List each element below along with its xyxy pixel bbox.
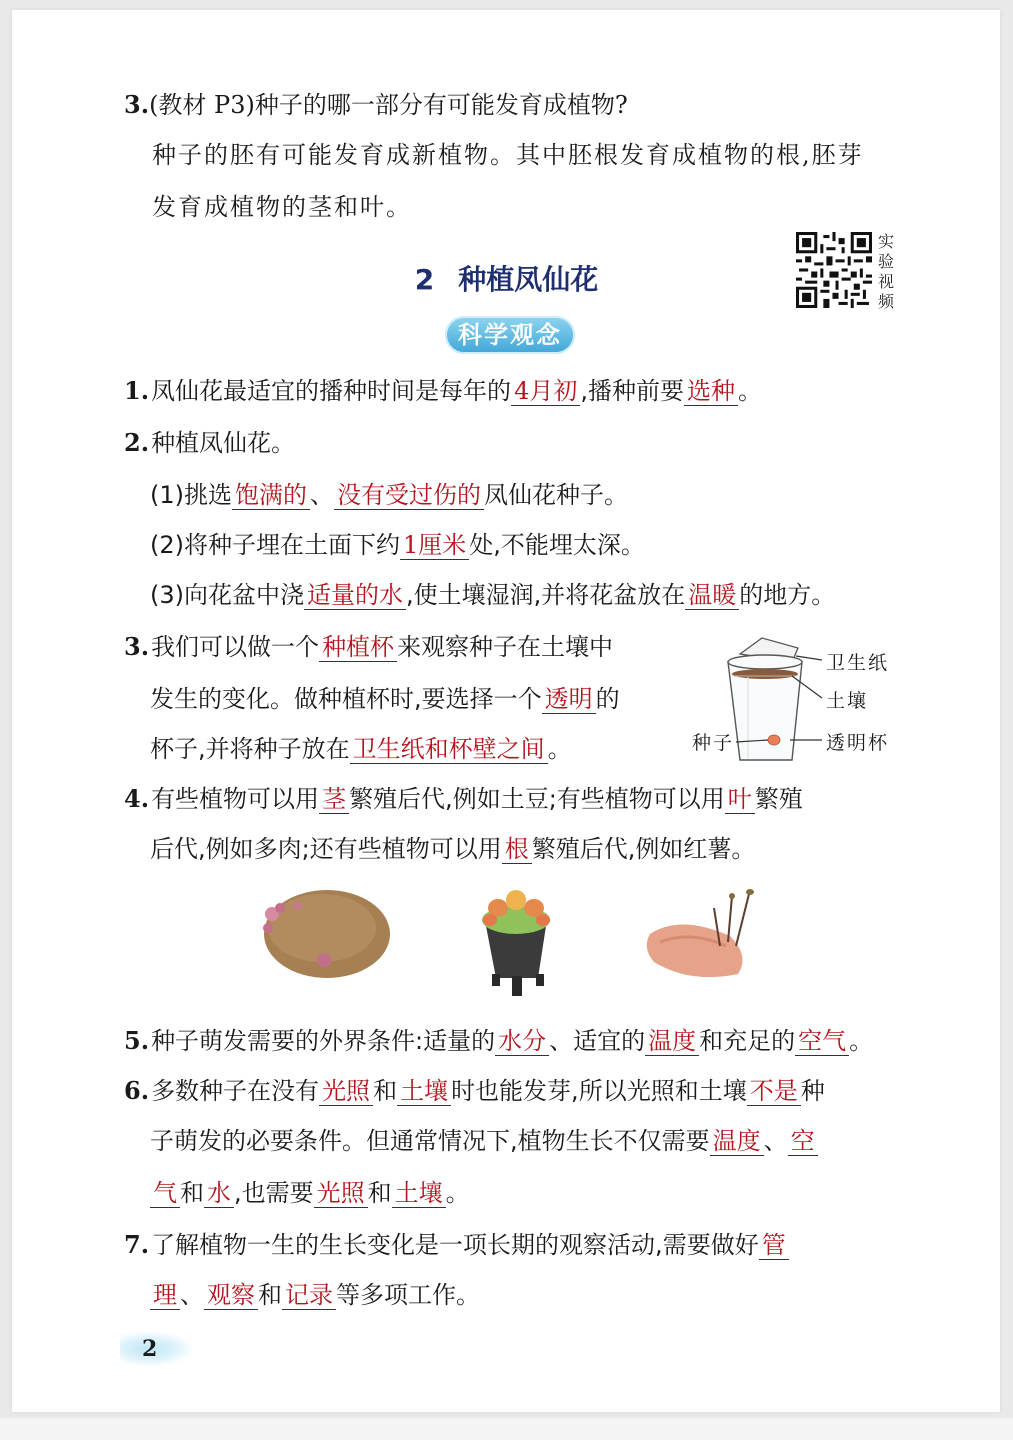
- succulent-image: [482, 890, 550, 996]
- item-text: 的: [595, 685, 620, 713]
- item-text: 杯子,并将种子放在: [150, 735, 350, 763]
- section-title: 种植凤仙花: [458, 263, 599, 296]
- answer-blank: 光照: [319, 1077, 373, 1106]
- item-6-line3: [150, 1176, 470, 1210]
- section-badge: 科学观念: [445, 316, 575, 354]
- item-text: 和: [258, 1281, 282, 1309]
- answer-blank: 温暖: [685, 581, 739, 610]
- item-3-line3: [150, 732, 572, 766]
- q3-text: (教材 P3)种子的哪一部分有可能发育成植物?: [149, 91, 628, 119]
- item-1: [124, 374, 762, 408]
- item-text: 、: [180, 1281, 204, 1309]
- item-text: 。: [547, 735, 572, 763]
- plant-photos: [250, 886, 770, 1002]
- item-2-1: [150, 478, 628, 512]
- item-text: 。: [849, 1027, 874, 1055]
- q3-answer-line2: 发育成植物的茎和叶。: [152, 193, 412, 221]
- answer-blank: 1厘米: [400, 531, 469, 560]
- answer-blank: 叶: [725, 785, 755, 814]
- item-text: 和: [373, 1077, 398, 1105]
- item-text: 有些植物可以用: [151, 785, 320, 813]
- item-text: 繁殖后代,例如土豆;有些植物可以用: [349, 785, 725, 813]
- item-text: 和: [180, 1179, 204, 1207]
- item-2-2: [150, 528, 645, 562]
- item-text: 、适宜的: [549, 1027, 646, 1055]
- item-text: 种子萌发需要的外界条件:适量的: [151, 1027, 496, 1055]
- item-2-3: [150, 578, 835, 612]
- item-text: 。: [737, 377, 762, 405]
- item-text: 和: [367, 1179, 392, 1207]
- label-soil: 土壤: [826, 690, 869, 712]
- item-number: 4.: [124, 784, 150, 813]
- item-2: [124, 426, 295, 460]
- item-number: 7.: [124, 1230, 150, 1259]
- item-number: 6.: [124, 1076, 150, 1105]
- answer-blank: 透明: [542, 685, 596, 714]
- item-3-line1: [124, 630, 613, 664]
- item-6-line1: [124, 1074, 825, 1108]
- q3-answer-line1: 种子的胚有可能发育成新植物。其中胚根发育成植物的根,胚芽: [152, 141, 864, 169]
- item-text: (1)挑选: [150, 481, 232, 509]
- item-text: 子萌发的必要条件。但通常情况下,植物生长不仅需要: [150, 1127, 710, 1155]
- item-text: 繁殖后代,例如红薯。: [531, 835, 756, 863]
- item-text: 的地方。: [739, 581, 836, 609]
- answer-blank: 水: [204, 1179, 234, 1208]
- item-text: 凤仙花最适宜的播种时间是每年的: [151, 377, 512, 405]
- qr-label: 实验视频: [878, 232, 895, 311]
- answer-blank: 记录: [282, 1281, 336, 1310]
- answer-blank: 没有受过伤的: [334, 481, 484, 510]
- item-number: 3.: [124, 632, 150, 661]
- item-3-line2: [150, 682, 620, 716]
- answer-blank: 观察: [204, 1281, 258, 1310]
- answer-blank: 不是: [747, 1077, 801, 1106]
- item-text: 和充足的: [699, 1027, 796, 1055]
- item-text: 我们可以做一个: [151, 633, 320, 661]
- item-text: 凤仙花种子。: [484, 481, 628, 509]
- item-text: 等多项工作。: [336, 1281, 480, 1309]
- answer-blank: 气: [150, 1179, 180, 1208]
- answer-blank: 光照: [314, 1179, 368, 1208]
- item-text: 了解植物一生的生长变化是一项长期的观察活动,需要做好: [151, 1231, 759, 1259]
- q3-question: [124, 88, 628, 122]
- answer-blank: 空: [788, 1127, 818, 1156]
- item-4-line2: [150, 832, 755, 866]
- section-number: 2: [414, 263, 435, 296]
- item-4-line1: [124, 782, 803, 816]
- item-text: ,也需要: [234, 1179, 314, 1207]
- item-number: 5.: [124, 1026, 150, 1055]
- item-text: 种: [800, 1077, 825, 1105]
- item-text: 。: [445, 1179, 470, 1207]
- item-6-line2: [150, 1124, 818, 1158]
- page-number: 2: [120, 1332, 192, 1366]
- answer-blank: 选种: [684, 377, 738, 406]
- answer-blank: 温度: [645, 1027, 699, 1056]
- item-text: 时也能发芽,所以光照和土壤: [451, 1077, 747, 1105]
- item-text: 种植凤仙花。: [151, 429, 296, 457]
- label-cup: 透明杯: [826, 732, 890, 754]
- item-number: 1.: [124, 376, 150, 405]
- item-text: ,使土壤湿润,并将花盆放在: [406, 581, 686, 609]
- item-text: 后代,例如多肉;还有些植物可以用: [150, 835, 502, 863]
- answer-blank: 卫生纸和杯壁之间: [350, 735, 548, 764]
- answer-blank: 适量的水: [304, 581, 406, 610]
- answer-blank: 饱满的: [232, 481, 310, 510]
- item-text: 、: [763, 1127, 788, 1155]
- item-text: 多数种子在没有: [151, 1077, 320, 1105]
- item-text: 、: [310, 481, 334, 509]
- item-5: [124, 1024, 873, 1058]
- viewer-bottom-strip: [0, 1418, 1013, 1440]
- item-text: 处,不能埋太深。: [469, 531, 645, 559]
- answer-blank: 4月初: [511, 377, 580, 406]
- section-heading: [0, 258, 1013, 298]
- item-number: 2.: [124, 428, 150, 457]
- item-7-line2: [150, 1278, 480, 1312]
- q3-number: 3.: [124, 90, 150, 119]
- answer-blank: 根: [502, 835, 532, 864]
- potato-image: [263, 890, 390, 978]
- item-text: 发生的变化。做种植杯时,要选择一个: [150, 685, 542, 713]
- answer-blank: 温度: [710, 1127, 764, 1156]
- answer-blank: 水分: [495, 1027, 549, 1056]
- sweet-potato-image: [647, 889, 754, 977]
- answer-blank: 管: [759, 1231, 789, 1260]
- item-text: (3)向花盆中浇: [150, 581, 304, 609]
- answer-blank: 空气: [795, 1027, 849, 1056]
- item-text: ,播种前要: [580, 377, 684, 405]
- answer-blank: 种植杯: [319, 633, 397, 662]
- item-text: 来观察种子在土壤中: [397, 633, 614, 661]
- item-7-line1: [124, 1228, 789, 1262]
- answer-blank: 土壤: [392, 1179, 446, 1208]
- answer-blank: 茎: [319, 785, 349, 814]
- answer-blank: 土壤: [397, 1077, 451, 1106]
- label-tissue: 卫生纸: [826, 652, 890, 674]
- label-seed: 种子: [692, 732, 735, 754]
- item-text: 繁殖: [754, 785, 803, 813]
- item-text: (2)将种子埋在土面下约: [150, 531, 400, 559]
- answer-blank: 理: [150, 1281, 180, 1310]
